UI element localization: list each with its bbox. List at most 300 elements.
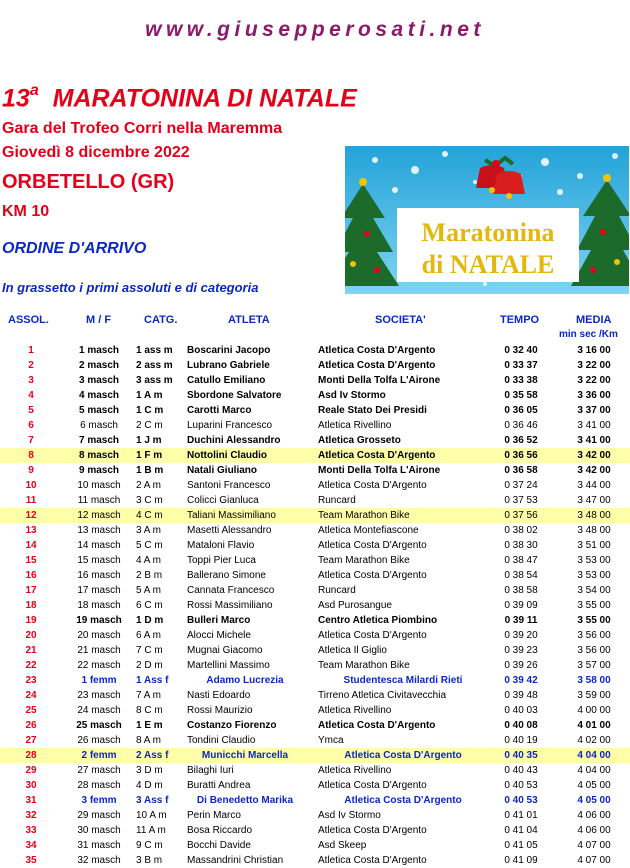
cell-average: 3 58 00 <box>577 675 611 686</box>
cell-athlete: Di Benedetto Marika <box>196 795 294 806</box>
table-row <box>0 463 630 478</box>
cell-position: 26 <box>25 720 37 731</box>
cell-position: 15 <box>25 555 37 566</box>
cell-average: 4 06 00 <box>577 825 611 836</box>
table-row <box>0 703 630 718</box>
cell-position: 12 <box>25 510 37 521</box>
cell-gender-rank: 5 masch <box>78 405 120 416</box>
cell-average: 3 57 00 <box>577 660 611 671</box>
cell-athlete: Masetti Alessandro <box>187 525 272 536</box>
cell-category: 11 A m <box>136 825 166 836</box>
cell-athlete: Perin Marco <box>187 810 241 821</box>
cell-position: 19 <box>25 615 37 626</box>
cell-time: 0 40 35 <box>504 750 538 761</box>
cell-time: 0 40 19 <box>504 735 538 746</box>
table-row <box>0 598 630 613</box>
cell-category: 6 A m <box>136 630 162 641</box>
christmas-banner-image <box>345 146 629 294</box>
table-row <box>0 478 630 493</box>
cell-average: 3 53 00 <box>577 555 611 566</box>
cell-athlete: Buratti Andrea <box>187 780 251 791</box>
cell-position: 11 <box>25 495 37 506</box>
cell-category: 1 J m <box>136 435 162 446</box>
cell-position: 1 <box>28 345 34 356</box>
race-date: Giovedì 8 dicembre 2022 <box>2 144 190 161</box>
cell-average: 4 01 00 <box>577 720 611 731</box>
cell-position: 17 <box>25 585 37 596</box>
cell-average: 3 16 00 <box>577 345 611 356</box>
cell-club: Team Marathon Bike <box>318 510 410 521</box>
cell-category: 8 A m <box>136 735 162 746</box>
cell-category: 2 ass m <box>136 360 173 371</box>
cell-gender-rank: 14 masch <box>77 540 121 551</box>
cell-average: 3 41 00 <box>577 435 611 446</box>
cell-position: 33 <box>25 825 37 836</box>
cell-average: 4 04 00 <box>577 765 611 776</box>
table-row <box>0 838 630 853</box>
cell-position: 25 <box>25 705 37 716</box>
cell-club: Centro Atletica Piombino <box>318 615 438 626</box>
cell-time: 0 36 58 <box>504 465 538 476</box>
cell-category: 4 A m <box>136 555 162 566</box>
cell-gender-rank: 31 masch <box>77 840 121 851</box>
cell-athlete: Adamo Lucrezia <box>206 675 284 686</box>
cell-time: 0 41 04 <box>504 825 538 836</box>
cell-category: 8 C m <box>136 705 163 716</box>
cell-position: 6 <box>28 420 34 431</box>
table-row <box>0 418 630 433</box>
cell-category: 2 A m <box>136 480 162 491</box>
cell-gender-rank: 10 masch <box>77 480 121 491</box>
cell-gender-rank: 18 masch <box>77 600 121 611</box>
cell-position: 22 <box>25 660 37 671</box>
cell-athlete: Nasti Edoardo <box>187 690 251 701</box>
cell-average: 3 22 00 <box>577 375 611 386</box>
cell-club: Monti Della Tolfa L'Airone <box>318 465 441 476</box>
cell-athlete: Natali Giuliano <box>187 465 258 476</box>
cell-average: 3 44 00 <box>577 480 611 491</box>
cell-time: 0 41 01 <box>504 810 538 821</box>
cell-athlete: Santoni Francesco <box>187 480 271 491</box>
results-note: In grassetto i primi assoluti e di categoria <box>2 280 259 295</box>
cell-gender-rank: 13 masch <box>77 525 121 536</box>
cell-category: 10 A m <box>136 810 167 821</box>
cell-average: 4 07 00 <box>577 855 611 866</box>
cell-club: Atletica Costa D'Argento <box>318 630 427 641</box>
cell-average: 3 37 00 <box>577 405 611 416</box>
cell-time: 0 33 37 <box>504 360 538 371</box>
table-row <box>0 823 630 838</box>
cell-average: 4 05 00 <box>577 795 611 806</box>
cell-time: 0 39 48 <box>504 690 538 701</box>
table-row <box>0 493 630 508</box>
cell-club: Asd Iv Stormo <box>318 390 386 401</box>
table-row <box>0 568 630 583</box>
cell-gender-rank: 21 masch <box>77 645 121 656</box>
header-gender-rank: M / F <box>86 314 112 326</box>
cell-category: 1 E m <box>136 720 163 731</box>
cell-gender-rank: 3 femm <box>81 795 117 806</box>
cell-category: 1 Ass f <box>136 675 169 686</box>
cell-gender-rank: 1 femm <box>81 675 117 686</box>
cell-gender-rank: 8 masch <box>78 450 120 461</box>
cell-club: Atletica Rivellino <box>318 420 392 431</box>
table-row <box>0 688 630 703</box>
cell-club: Atletica Grosseto <box>318 435 401 446</box>
cell-athlete: Toppi Pier Luca <box>187 555 256 566</box>
cell-time: 0 37 56 <box>504 510 538 521</box>
results-title: ORDINE D'ARRIVO <box>2 240 147 257</box>
cell-club: Atletica Costa D'Argento <box>318 480 427 491</box>
table-row <box>0 778 630 793</box>
cell-club: Atletica Montefiascone <box>318 525 419 536</box>
cell-gender-rank: 27 masch <box>77 765 121 776</box>
cell-club: Ymca <box>318 735 344 746</box>
table-row <box>0 538 630 553</box>
cell-athlete: Alocci Michele <box>187 630 251 641</box>
cell-time: 0 38 47 <box>504 555 538 566</box>
cell-gender-rank: 16 masch <box>77 570 121 581</box>
cell-average: 3 51 00 <box>577 540 611 551</box>
table-row <box>0 793 630 808</box>
cell-gender-rank: 30 masch <box>77 825 121 836</box>
cell-position: 14 <box>25 540 37 551</box>
table-row <box>0 523 630 538</box>
cell-club: Studentesca Milardi Rieti <box>343 675 463 686</box>
results-table-body <box>0 343 630 868</box>
cell-gender-rank: 26 masch <box>77 735 121 746</box>
cell-club: Monti Della Tolfa L'Airone <box>318 375 441 386</box>
cell-gender-rank: 22 masch <box>77 660 121 671</box>
race-edition-number: 13 <box>2 84 30 113</box>
table-row <box>0 613 630 628</box>
cell-athlete: Catullo Emiliano <box>187 375 266 386</box>
cell-athlete: Mugnai Giacomo <box>187 645 263 656</box>
cell-athlete: Sbordone Salvatore <box>187 390 282 401</box>
cell-club: Tirreno Atletica Civitavecchia <box>318 690 447 701</box>
cell-position: 28 <box>25 750 37 761</box>
cell-time: 0 38 58 <box>504 585 538 596</box>
cell-athlete: Bosa Riccardo <box>187 825 253 836</box>
cell-time: 0 37 24 <box>504 480 538 491</box>
cell-category: 2 Ass f <box>136 750 169 761</box>
cell-gender-rank: 17 masch <box>77 585 121 596</box>
cell-club: Runcard <box>318 495 356 506</box>
cell-position: 21 <box>25 645 37 656</box>
table-row <box>0 718 630 733</box>
cell-club: Atletica Costa D'Argento <box>318 450 436 461</box>
cell-category: 3 Ass f <box>136 795 169 806</box>
cell-gender-rank: 12 masch <box>77 510 121 521</box>
cell-athlete: Boscarini Jacopo <box>187 345 271 356</box>
cell-average: 3 54 00 <box>577 585 611 596</box>
cell-average: 3 36 00 <box>577 390 611 401</box>
cell-time: 0 38 02 <box>504 525 538 536</box>
cell-gender-rank: 15 masch <box>77 555 121 566</box>
banner-line2: di NATALE <box>421 250 555 279</box>
cell-position: 16 <box>25 570 37 581</box>
cell-category: 1 F m <box>136 450 163 461</box>
header-time: TEMPO <box>500 314 540 326</box>
cell-athlete: Lubrano Gabriele <box>187 360 270 371</box>
cell-club: Atletica Costa D'Argento <box>318 345 436 356</box>
header-position: ASSOL. <box>8 314 49 326</box>
cell-position: 4 <box>28 390 34 401</box>
table-row <box>0 853 630 868</box>
cell-club: Reale Stato Dei Presidi <box>318 405 427 416</box>
cell-athlete: Martellini Massimo <box>187 660 270 671</box>
cell-gender-rank: 32 masch <box>77 855 121 866</box>
cell-time: 0 36 46 <box>504 420 538 431</box>
results-table-header <box>0 313 630 343</box>
cell-category: 1 C m <box>136 405 164 416</box>
cell-club: Atletica Costa D'Argento <box>318 360 436 371</box>
cell-average: 3 47 00 <box>577 495 611 506</box>
table-row <box>0 643 630 658</box>
cell-position: 13 <box>25 525 37 536</box>
table-row <box>0 808 630 823</box>
cell-athlete: Massandrini Christian <box>187 855 284 866</box>
cell-category: 3 ass m <box>136 375 173 386</box>
header-category: CATG. <box>144 314 178 326</box>
cell-gender-rank: 23 masch <box>77 690 121 701</box>
cell-category: 5 C m <box>136 540 163 551</box>
cell-gender-rank: 7 masch <box>78 435 120 446</box>
cell-average: 4 04 00 <box>577 750 611 761</box>
cell-athlete: Ballerano Simone <box>187 570 266 581</box>
cell-club: Atletica Costa D'Argento <box>318 855 427 866</box>
cell-position: 24 <box>25 690 37 701</box>
cell-position: 23 <box>25 675 37 686</box>
cell-gender-rank: 28 masch <box>77 780 121 791</box>
cell-category: 2 C m <box>136 420 163 431</box>
race-edition-suffix: a <box>29 82 39 99</box>
cell-position: 31 <box>25 795 37 806</box>
cell-average: 4 07 00 <box>577 840 611 851</box>
cell-position: 7 <box>28 435 34 446</box>
cell-athlete: Rossi Massimiliano <box>187 600 273 611</box>
cell-average: 3 42 00 <box>577 450 611 461</box>
cell-category: 1 A m <box>136 390 163 401</box>
race-name: MARATONINA DI NATALE <box>52 84 357 113</box>
cell-average: 3 56 00 <box>577 645 611 656</box>
cell-gender-rank: 1 masch <box>78 345 120 356</box>
cell-position: 29 <box>25 765 37 776</box>
cell-club: Asd Iv Stormo <box>318 810 381 821</box>
cell-time: 0 41 05 <box>504 840 538 851</box>
cell-athlete: Bulleri Marco <box>187 615 251 626</box>
cell-position: 20 <box>25 630 37 641</box>
table-row <box>0 658 630 673</box>
cell-time: 0 40 08 <box>504 720 538 731</box>
cell-position: 9 <box>28 465 34 476</box>
site-url: www.giusepperosati.net <box>145 18 485 41</box>
cell-time: 0 40 53 <box>504 795 538 806</box>
race-distance: KM 10 <box>2 203 50 220</box>
cell-average: 3 22 00 <box>577 360 611 371</box>
cell-athlete: Cannata Francesco <box>187 585 275 596</box>
cell-athlete: Carotti Marco <box>187 405 252 416</box>
cell-average: 3 48 00 <box>577 510 611 521</box>
cell-gender-rank: 20 masch <box>77 630 121 641</box>
cell-position: 30 <box>25 780 37 791</box>
cell-category: 3 D m <box>136 765 163 776</box>
header-athlete: ATLETA <box>228 314 270 326</box>
cell-category: 1 B m <box>136 465 164 476</box>
cell-time: 0 39 20 <box>504 630 538 641</box>
cell-average: 3 48 00 <box>577 525 611 536</box>
cell-category: 3 B m <box>136 855 163 866</box>
cell-category: 2 B m <box>136 570 163 581</box>
cell-time: 0 36 56 <box>504 450 538 461</box>
cell-athlete: Taliani Massimiliano <box>187 510 276 521</box>
cell-club: Team Marathon Bike <box>318 660 410 671</box>
cell-average: 3 55 00 <box>577 600 611 611</box>
header-average-unit: min sec /Km <box>559 329 618 340</box>
cell-time: 0 37 53 <box>504 495 538 506</box>
cell-category: 4 C m <box>136 510 163 521</box>
table-row <box>0 343 630 358</box>
cell-average: 4 00 00 <box>577 705 611 716</box>
table-row <box>0 583 630 598</box>
cell-time: 0 39 09 <box>504 600 538 611</box>
banner-line1: Maratonina <box>421 218 555 247</box>
cell-club: Atletica Il Giglio <box>318 645 387 656</box>
table-row <box>0 553 630 568</box>
table-row <box>0 763 630 778</box>
cell-club: Atletica Rivellino <box>318 705 392 716</box>
cell-time: 0 33 38 <box>504 375 538 386</box>
cell-category: 3 A m <box>136 525 162 536</box>
table-row <box>0 733 630 748</box>
cell-gender-rank: 6 masch <box>80 420 118 431</box>
cell-time: 0 39 23 <box>504 645 538 656</box>
cell-club: Atletica Rivellino <box>318 765 392 776</box>
cell-category: 9 C m <box>136 840 163 851</box>
cell-category: 6 C m <box>136 600 163 611</box>
cell-club: Atletica Costa D'Argento <box>318 825 427 836</box>
cell-average: 4 06 00 <box>577 810 611 821</box>
cell-athlete: Tondini Claudio <box>187 735 256 746</box>
cell-category: 2 D m <box>136 660 163 671</box>
cell-athlete: Luparini Francesco <box>187 420 273 431</box>
cell-gender-rank: 19 masch <box>76 615 122 626</box>
cell-gender-rank: 2 femm <box>81 750 117 761</box>
cell-club: Atletica Costa D'Argento <box>318 570 427 581</box>
cell-time: 0 39 42 <box>504 675 538 686</box>
cell-athlete: Bilaghi Iuri <box>187 765 234 776</box>
cell-gender-rank: 24 masch <box>77 705 121 716</box>
cell-position: 10 <box>25 480 37 491</box>
cell-position: 27 <box>25 735 37 746</box>
cell-position: 34 <box>25 840 37 851</box>
header-average: MEDIA <box>576 314 612 326</box>
cell-average: 4 02 00 <box>577 735 611 746</box>
cell-position: 35 <box>25 855 37 866</box>
table-row <box>0 448 630 463</box>
cell-athlete: Rossi Maurizio <box>187 705 253 716</box>
cell-athlete: Bocchi Davide <box>187 840 251 851</box>
table-row <box>0 433 630 448</box>
cell-gender-rank: 4 masch <box>78 390 120 401</box>
cell-position: 18 <box>25 600 37 611</box>
cell-average: 3 59 00 <box>577 690 611 701</box>
cell-club: Asd Skeep <box>318 840 367 851</box>
cell-category: 4 D m <box>136 780 163 791</box>
cell-club: Atletica Costa D'Argento <box>318 540 427 551</box>
cell-time: 0 38 30 <box>504 540 538 551</box>
cell-category: 7 A m <box>136 690 162 701</box>
cell-category: 7 C m <box>136 645 163 656</box>
cell-position: 5 <box>28 405 34 416</box>
table-row <box>0 748 630 763</box>
cell-gender-rank: 29 masch <box>77 810 121 821</box>
cell-club: Atletica Costa D'Argento <box>344 795 462 806</box>
cell-gender-rank: 11 masch <box>77 495 121 506</box>
table-row <box>0 358 630 373</box>
cell-average: 3 42 00 <box>577 465 611 476</box>
table-row <box>0 508 630 523</box>
cell-average: 3 56 00 <box>577 630 611 641</box>
table-row <box>0 673 630 688</box>
cell-time: 0 36 52 <box>504 435 538 446</box>
cell-position: 8 <box>28 450 34 461</box>
cell-position: 2 <box>28 360 34 371</box>
cell-average: 4 05 00 <box>577 780 611 791</box>
cell-time: 0 41 09 <box>504 855 538 866</box>
cell-category: 1 D m <box>136 615 164 626</box>
cell-time: 0 40 43 <box>504 765 538 776</box>
cell-position: 32 <box>25 810 37 821</box>
cell-club: Atletica Costa D'Argento <box>344 750 462 761</box>
table-row <box>0 628 630 643</box>
cell-time: 0 32 40 <box>504 345 538 356</box>
cell-time: 0 36 05 <box>504 405 538 416</box>
cell-average: 3 41 00 <box>577 420 611 431</box>
cell-athlete: Duchini Alessandro <box>187 435 281 446</box>
race-subtitle: Gara del Trofeo Corri nella Maremma <box>2 120 283 137</box>
cell-position: 3 <box>28 375 34 386</box>
cell-gender-rank: 2 masch <box>78 360 120 371</box>
cell-time: 0 40 53 <box>504 780 538 791</box>
cell-athlete: Costanzo Fiorenzo <box>187 720 277 731</box>
cell-athlete: Colicci Gianluca <box>187 495 259 506</box>
cell-gender-rank: 3 masch <box>78 375 120 386</box>
cell-category: 1 ass m <box>136 345 173 356</box>
cell-category: 5 A m <box>136 585 162 596</box>
cell-time: 0 40 03 <box>504 705 538 716</box>
cell-club: Runcard <box>318 585 356 596</box>
cell-athlete: Nottolini Claudio <box>187 450 267 461</box>
cell-athlete: Municchi Marcella <box>201 750 289 761</box>
table-row <box>0 403 630 418</box>
cell-gender-rank: 25 masch <box>76 720 122 731</box>
cell-club: Atletica Costa D'Argento <box>318 720 436 731</box>
cell-category: 3 C m <box>136 495 163 506</box>
header-club: SOCIETA' <box>375 314 426 326</box>
cell-club: Team Marathon Bike <box>318 555 410 566</box>
cell-club: Asd Purosangue <box>318 600 392 611</box>
cell-gender-rank: 9 masch <box>78 465 120 476</box>
cell-athlete: Mataloni Flavio <box>187 540 255 551</box>
table-row <box>0 388 630 403</box>
cell-time: 0 38 54 <box>504 570 538 581</box>
table-row <box>0 373 630 388</box>
race-city: ORBETELLO (GR) <box>2 171 175 193</box>
cell-average: 3 53 00 <box>577 570 611 581</box>
cell-time: 0 39 26 <box>504 660 538 671</box>
race-title <box>2 84 357 113</box>
